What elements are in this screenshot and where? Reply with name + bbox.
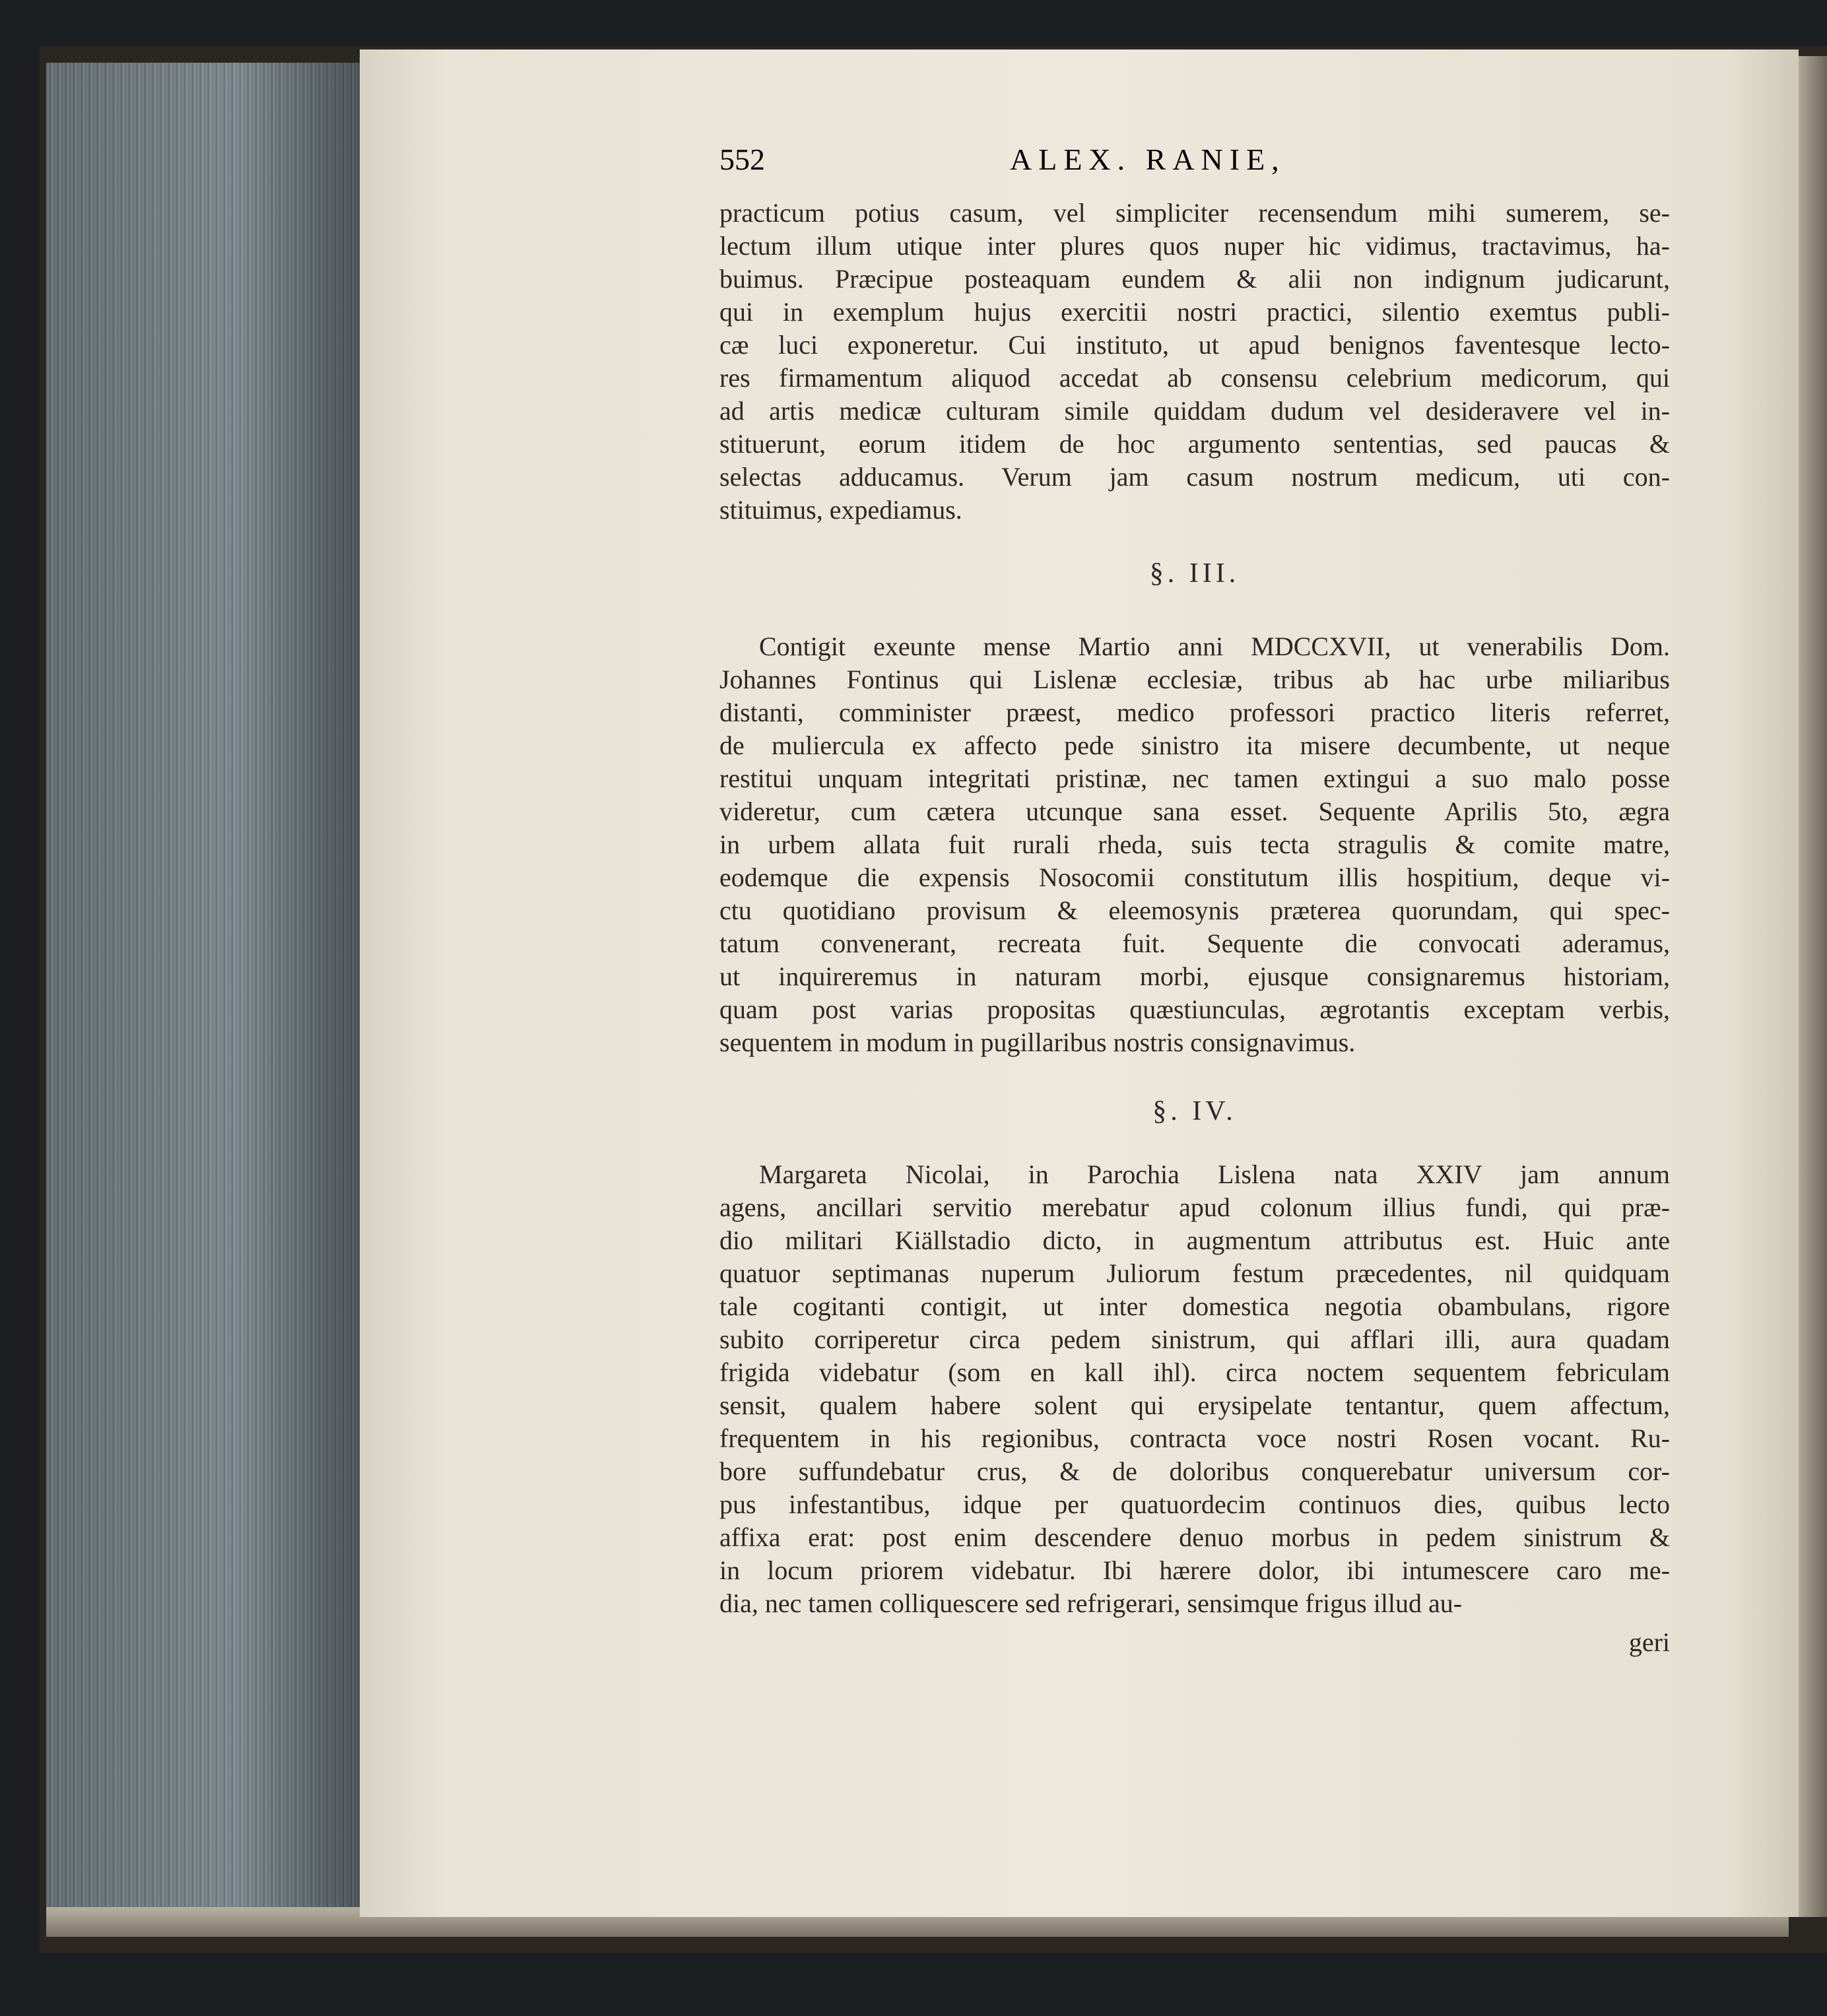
text-line: frequentem in his regionibus, contracta voce nostri Rosen vocant. Ru-: [719, 1423, 1670, 1453]
text-line: practicum potius casum, vel simpliciter recensendum mihi sumerem, se-: [719, 198, 1670, 228]
text-line: lectum illum utique inter plures quos nuper hic vidimus, tractavimus, ha-: [719, 231, 1670, 261]
text-line: frigida videbatur (som en kall ihl). circa noctem sequentem febriculam: [719, 1357, 1670, 1387]
text-line: stituimus, expediamus.: [719, 495, 962, 525]
text-line: quam post varias propositas quæstiunculas, ægrotantis exceptam verbis,: [719, 994, 1670, 1024]
text-line: dio militari Kiällstadio dicto, in augmentum attributus est. Huic ante: [719, 1225, 1670, 1255]
text-line: tale cogitanti contigit, ut inter domestica negotia obambulans, rigore: [719, 1291, 1670, 1321]
text-line: qui in exemplum hujus exercitii nostri practici, silentio exemtus publi-: [719, 297, 1670, 327]
text-line: ctu quotidiano provisum & eleemosynis præterea quorundam, qui spec-: [719, 895, 1670, 925]
paragraph-1: [719, 197, 1670, 527]
text-line: agens, ancillari servitio merebatur apud colonum illius fundi, qui præ-: [719, 1192, 1670, 1222]
text-line: pus infestantibus, idque per quatuordecim continuos dies, quibus lecto: [719, 1489, 1670, 1519]
text-line: Margareta Nicolai, in Parochia Lislena nata XXIV jam annum: [759, 1159, 1670, 1189]
section-heading-4: §. IV.: [1152, 1096, 1237, 1126]
text-line: eodemque die expensis Nosocomii constitutum illis hospitium, deque vi-: [719, 862, 1670, 892]
text-line: Contigit exeunte mense Martio anni MDCCXVII, ut venerabilis Dom.: [759, 632, 1670, 661]
text-line: res firmamentum aliquod accedat ab consensu celebrium medicorum, qui: [719, 363, 1670, 393]
text-line: videretur, cum cætera utcunque sana esset. Sequente Aprilis 5to, ægra: [719, 797, 1670, 826]
text-line: selectas adducamus. Verum jam casum nostrum medicum, uti con-: [719, 462, 1670, 492]
running-title: ALEX. RANIE,: [1010, 143, 1286, 176]
text-line: distanti, comminister præest, medico professori practico literis referret,: [719, 698, 1670, 727]
text-line: affixa erat: post enim descendere denuo morbus in pedem sinistrum &: [719, 1522, 1670, 1552]
text-line: ut inquireremus in naturam morbi, ejusque consignaremus historiam,: [719, 961, 1670, 991]
text-line: stituerunt, eorum itidem de hoc argumento sententias, sed paucas &: [719, 429, 1670, 459]
text-line: Johannes Fontinus qui Lislenæ ecclesiæ, tribus ab hac urbe miliaribus: [719, 665, 1670, 694]
text-line: restitui unquam integritati pristinæ, nec tamen extingui a suo malo posse: [719, 764, 1670, 793]
text-line: subito corriperetur circa pedem sinistrum, qui afflari illi, aura quadam: [719, 1324, 1670, 1354]
text-line: tatum convenerant, recreata fuit. Sequente die convocati aderamus,: [719, 928, 1670, 958]
section-heading-3: §. III.: [1149, 558, 1240, 589]
running-head: [719, 142, 1670, 181]
text-line: buimus. Præcipue posteaquam eundem & alii non indignum judicarunt,: [719, 264, 1670, 294]
text-line: bore suffundebatur crus, & de doloribus conquerebatur universum cor-: [719, 1456, 1670, 1486]
text-line: sensit, qualem habere solent qui erysipelate tentantur, quem affectum,: [719, 1390, 1670, 1420]
page-number: 552: [719, 143, 765, 176]
paragraph-3: [719, 1158, 1670, 1620]
text-line: in locum priorem videbatur. Ibi hærere dolor, ibi intumescere caro me-: [719, 1555, 1670, 1585]
text-line: sequentem in modum in pugillaribus nostris consignavimus.: [719, 1027, 1356, 1057]
text-line: cæ luci exponeretur. Cui instituto, ut apud benignos faventesque lecto-: [719, 330, 1670, 360]
text-line: dia, nec tamen colliquescere sed refrigerari, sensimque frigus illud au-: [719, 1588, 1463, 1618]
text-line: in urbem allata fuit rurali rheda, suis tecta stragulis & comite matre,: [719, 829, 1670, 859]
catchword: geri: [1628, 1627, 1670, 1657]
text-line: quatuor septimanas nuperum Juliorum festum præcedentes, nil quidquam: [719, 1258, 1670, 1288]
paragraph-2: [719, 630, 1670, 1059]
text-line: de muliercula ex affecto pede sinistro ita misere decumbente, ut neque: [719, 731, 1670, 760]
text-line: ad artis medicæ culturam simile quiddam dudum vel desideravere vel in-: [719, 396, 1670, 426]
facing-page-edge: [1799, 56, 1827, 1917]
page-block-edge: [46, 63, 363, 1917]
